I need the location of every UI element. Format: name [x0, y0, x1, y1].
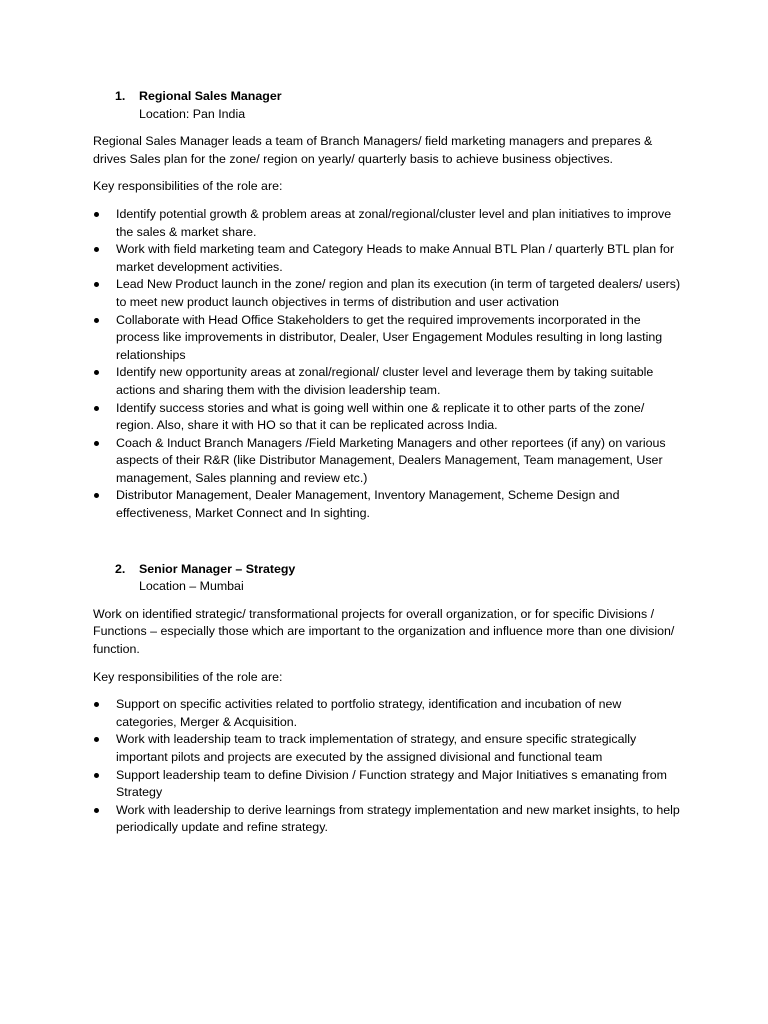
list-item-text: Work with field marketing team and Category Heads to make Annual BTL Plan / quarterly BTL plan for market development activities.	[116, 242, 675, 274]
responsibilities-list	[93, 696, 683, 837]
bullet-icon	[93, 312, 116, 365]
list-item	[93, 696, 683, 731]
list-item-text: Support on specific activities related to portfolio strategy, identification and incubation of new categories, Merger & Acquisition.	[116, 697, 622, 729]
section-intro: Work on identified strategic/ transformational projects for overall organization, or for specific Divisions / Functions – especially those which are important to the organization and influence more than one division/ function.	[93, 606, 675, 657]
section-heading-block	[139, 88, 282, 123]
list-item	[93, 767, 683, 802]
list-item	[93, 487, 683, 522]
list-item	[93, 241, 683, 276]
responsibilities-list	[93, 206, 683, 523]
list-item	[93, 206, 683, 241]
list-item-text: Identify new opportunity areas at zonal/regional/ cluster level and leverage them by taking suitable actions and sharing them with the division leadership team.	[116, 365, 654, 397]
list-item	[93, 435, 683, 488]
list-item-text: Distributor Management, Dealer Management, Inventory Management, Scheme Design and effectiveness, Market Connect and In sighting.	[116, 488, 620, 521]
section-senior-manager-strategy	[93, 561, 683, 837]
section-heading	[115, 561, 683, 596]
section-number: 1.	[115, 89, 126, 103]
list-item	[93, 312, 683, 365]
section-location: Location: Pan India	[139, 106, 246, 121]
list-item	[93, 364, 683, 399]
section-title: Regional Sales Manager	[139, 89, 282, 103]
list-item-text: Support leadership team to define Division / Function strategy and Major Initiatives s emanating from Strategy	[116, 767, 667, 800]
bullet-icon	[93, 731, 116, 766]
section-intro: Regional Sales Manager leads a team of Branch Managers/ field marketing managers and prepares & drives Sales plan for the zone/ region on yearly/ quarterly basis to achieve business objectives.	[93, 134, 653, 166]
key-responsibilities-label: Key responsibilities of the role are:	[93, 669, 283, 684]
section-heading-block	[139, 561, 295, 596]
list-item	[93, 400, 683, 435]
section-number: 2.	[115, 561, 126, 576]
bullet-icon	[93, 487, 116, 522]
section-location: Location – Mumbai	[139, 579, 244, 594]
list-item	[93, 802, 683, 837]
bullet-icon	[93, 767, 116, 802]
section-heading	[115, 88, 683, 123]
bullet-icon	[93, 696, 116, 731]
list-item-text: Collaborate with Head Office Stakeholders to get the required improvements incorporated in the process like improvements in distributor, Dealer, User Engagement Modules resulting in long lasting relationships	[116, 312, 663, 362]
list-item-text: Coach & Induct Branch Managers /Field Marketing Managers and other reportees (if any) on various aspects of their R&R (like Distributor Management, Dealers Management, Team management, User management, Sales planning and review etc.)	[116, 435, 666, 485]
bullet-icon	[93, 364, 116, 399]
list-item-text: Work with leadership to derive learnings from strategy implementation and new market insights, to help periodically update and refine strategy.	[116, 802, 680, 835]
bullet-icon	[93, 276, 116, 311]
bullet-icon	[93, 435, 116, 488]
key-responsibilities-label: Key responsibilities of the role are:	[93, 179, 283, 194]
section-title: Senior Manager – Strategy	[139, 561, 296, 576]
list-item-text: Identify success stories and what is going well within one & replicate it to other parts of the zone/ region. Also, share it with HO so that it can be replicated across India.	[116, 400, 645, 433]
list-item-text: Work with leadership team to track implementation of strategy, and ensure specific strategically important pilots and projects are executed by the assigned divisional and functional team	[116, 732, 637, 764]
bullet-icon	[93, 206, 116, 241]
list-item-text: Identify potential growth & problem areas at zonal/regional/cluster level and plan initiatives to improve the sales & market share.	[116, 206, 672, 239]
bullet-icon	[93, 400, 116, 435]
bullet-icon	[93, 802, 116, 837]
section-regional-sales-manager	[93, 88, 683, 523]
document-page	[93, 88, 683, 837]
list-item	[93, 276, 683, 311]
bullet-icon	[93, 241, 116, 276]
list-item-text: Lead New Product launch in the zone/ region and plan its execution (in term of targeted dealers/ users) to meet new product launch objectives in terms of distribution and user activation	[116, 277, 681, 309]
list-item	[93, 731, 683, 766]
